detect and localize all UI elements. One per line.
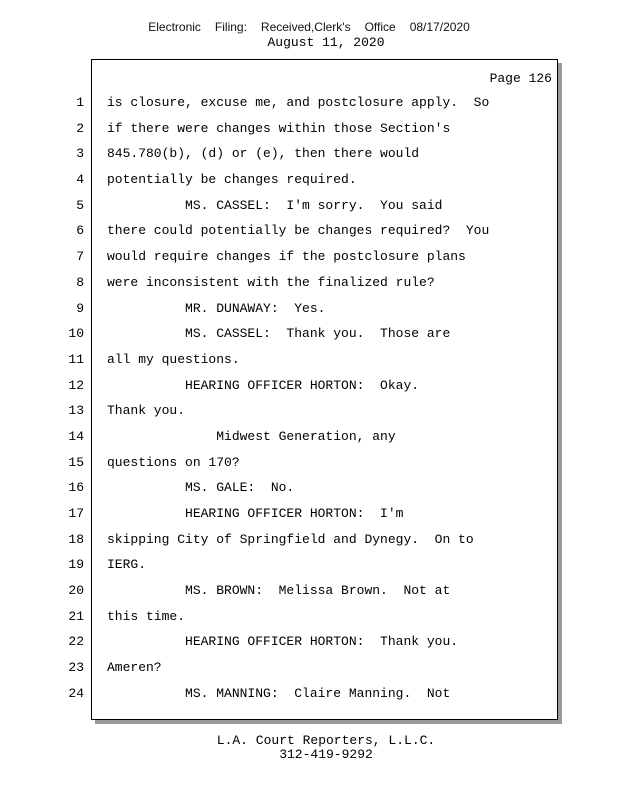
stamp-received-clerks: Received,Clerk's — [260, 20, 351, 34]
transcript-line: there could potentially be changes required? You — [107, 223, 490, 239]
stamp-electronic: Electronic — [148, 20, 201, 34]
transcript-line: were inconsistent with the finalized rule? — [107, 274, 435, 290]
line-number: 20 — [68, 583, 84, 599]
line-number-column — [60, 94, 84, 711]
transcript-line: MS. BROWN: Melissa Brown. Not at — [107, 583, 451, 599]
transcript-line: MS. MANNING: Claire Manning. Not — [107, 685, 451, 701]
transcript-line: this time. — [107, 608, 186, 624]
line-number: 17 — [68, 506, 84, 521]
line-number: 11 — [68, 351, 84, 367]
transcript-text — [107, 94, 547, 711]
transcript-line: would require changes if the postclosure plans — [107, 249, 466, 265]
transcript-line: Thank you. — [107, 403, 186, 419]
transcript-line: MS. GALE: No. — [107, 480, 295, 496]
transcript-line: MS. CASSEL: Thank you. Those are — [107, 326, 451, 342]
footer-phone: 312-419-9292 — [279, 747, 373, 762]
stamp-date: 08/17/2020 — [409, 20, 470, 34]
transcript-line: HEARING OFFICER HORTON: Okay. — [107, 377, 420, 393]
stamp-office: Office — [364, 20, 396, 34]
transcript-line: if there were changes within those Section's — [107, 120, 451, 136]
stamp-filing: Filing: — [214, 20, 247, 34]
page-number: Page 126 — [489, 71, 552, 86]
electronic-filing-stamp — [0, 20, 618, 34]
line-number: 18 — [68, 531, 84, 547]
line-number: 1 — [76, 95, 84, 110]
line-number: 21 — [68, 608, 84, 624]
line-number: 10 — [68, 326, 84, 342]
transcript-line: MS. CASSEL: I'm sorry. You said — [107, 197, 443, 213]
line-number: 22 — [68, 634, 84, 650]
line-number: 14 — [68, 428, 84, 444]
line-number: 3 — [76, 146, 84, 162]
line-number: 23 — [68, 660, 84, 676]
line-number: 4 — [76, 172, 84, 188]
transcript-line: HEARING OFFICER HORTON: I'm — [107, 506, 404, 521]
line-number: 12 — [68, 377, 84, 393]
line-number: 9 — [76, 300, 84, 316]
footer-company: L.A. Court Reporters, L.L.C. — [216, 733, 436, 748]
transcript-line: is closure, excuse me, and postclosure apply. So — [107, 95, 490, 110]
line-number: 8 — [76, 274, 84, 290]
line-number: 2 — [76, 120, 84, 136]
line-number: 7 — [76, 249, 84, 265]
transcript-line: skipping City of Springfield and Dynegy. On to — [107, 531, 474, 547]
line-number: 19 — [68, 557, 84, 573]
transcript-line: all my questions. — [107, 351, 240, 367]
transcript-line: 845.780(b), (d) or (e), then there would — [107, 146, 420, 162]
line-number: 13 — [68, 403, 84, 419]
transcript-line: Ameren? — [107, 660, 162, 676]
transcript-line: questions on 170? — [107, 454, 240, 470]
transcript-line: MR. DUNAWAY: Yes. — [107, 300, 326, 316]
transcript-line: HEARING OFFICER HORTON: Thank you. — [107, 634, 459, 650]
transcript-line: Midwest Generation, any — [107, 428, 396, 444]
line-number: 5 — [76, 197, 84, 213]
line-number: 16 — [68, 480, 84, 496]
line-number: 24 — [68, 685, 84, 701]
transcript-line: IERG. — [107, 557, 147, 573]
line-number: 15 — [68, 454, 84, 470]
line-number: 6 — [76, 223, 84, 239]
hearing-date: August 11, 2020 — [267, 35, 385, 50]
transcript-line: potentially be changes required. — [107, 172, 357, 188]
